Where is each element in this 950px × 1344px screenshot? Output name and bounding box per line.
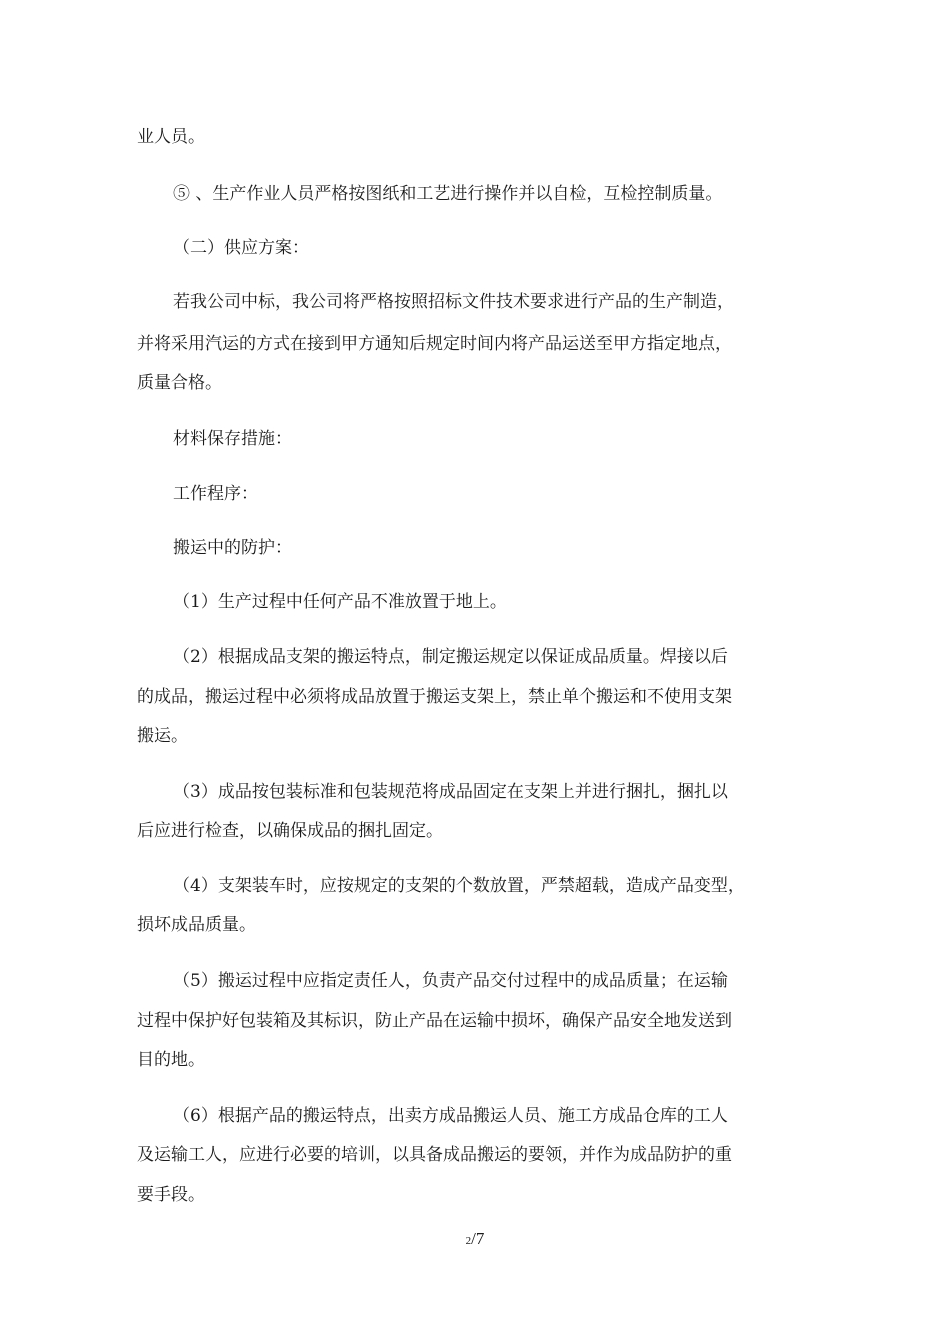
paragraph-line: 要手段。 [137,1185,205,1205]
paragraph-line: 若我公司中标，我公司将严格按照招标文件技术要求进行产品的生产制造， [173,292,734,312]
list-item: （3）成品按包装标准和包装规范将成品固定在支架上并进行捆扎，捆扎以 [173,782,728,802]
list-item: （4）支架装车时，应按规定的支架的个数放置，严禁超载，造成产品变型， [173,876,745,896]
list-item: （1）生产过程中任何产品不准放置于地上。 [173,592,507,612]
paragraph-line: 过程中保护好包装箱及其标识，防止产品在运输中损坏，确保产品安全地发送到 [137,1011,732,1031]
paragraph-line: 搬运。 [137,726,188,746]
paragraph-line: 目的地。 [137,1050,205,1070]
page-total: /7 [471,1229,485,1248]
paragraph-line: 并将采用汽运的方式在接到甲方通知后规定时间内将产品运送至甲方指定地点， [137,334,732,354]
section-heading: 材料保存措施： [173,429,292,449]
paragraph-line: ⑤ 、生产作业人员严格按图纸和工艺进行操作并以自检，互检控制质量。 [173,184,723,204]
paragraph-line: 及运输工人，应进行必要的培训，以具备成品搬运的要领，并作为成品防护的重 [137,1145,732,1165]
list-item: （6）根据产品的搬运特点，出卖方成品搬运人员、施工方成品仓库的工人 [173,1106,728,1126]
paragraph-line: 质量合格。 [137,373,222,393]
section-heading: 搬运中的防护： [173,538,292,558]
list-item: （5）搬运过程中应指定责任人，负责产品交付过程中的成品质量；在运输 [173,971,728,991]
paragraph-line: 的成品，搬运过程中必须将成品放置于搬运支架上，禁止单个搬运和不使用支架 [137,687,732,707]
paragraph-line: 后应进行检查，以确保成品的捆扎固定。 [137,821,443,841]
section-heading: （二）供应方案： [173,238,309,258]
paragraph-line: 业人员。 [137,127,205,147]
list-item: （2）根据成品支架的搬运特点，制定搬运规定以保证成品质量。焊接以后 [173,647,728,667]
page-number [0,1229,950,1249]
paragraph-line: 损坏成品质量。 [137,915,256,935]
page-current: 2 [465,1235,472,1247]
section-heading: 工作程序： [173,484,258,504]
